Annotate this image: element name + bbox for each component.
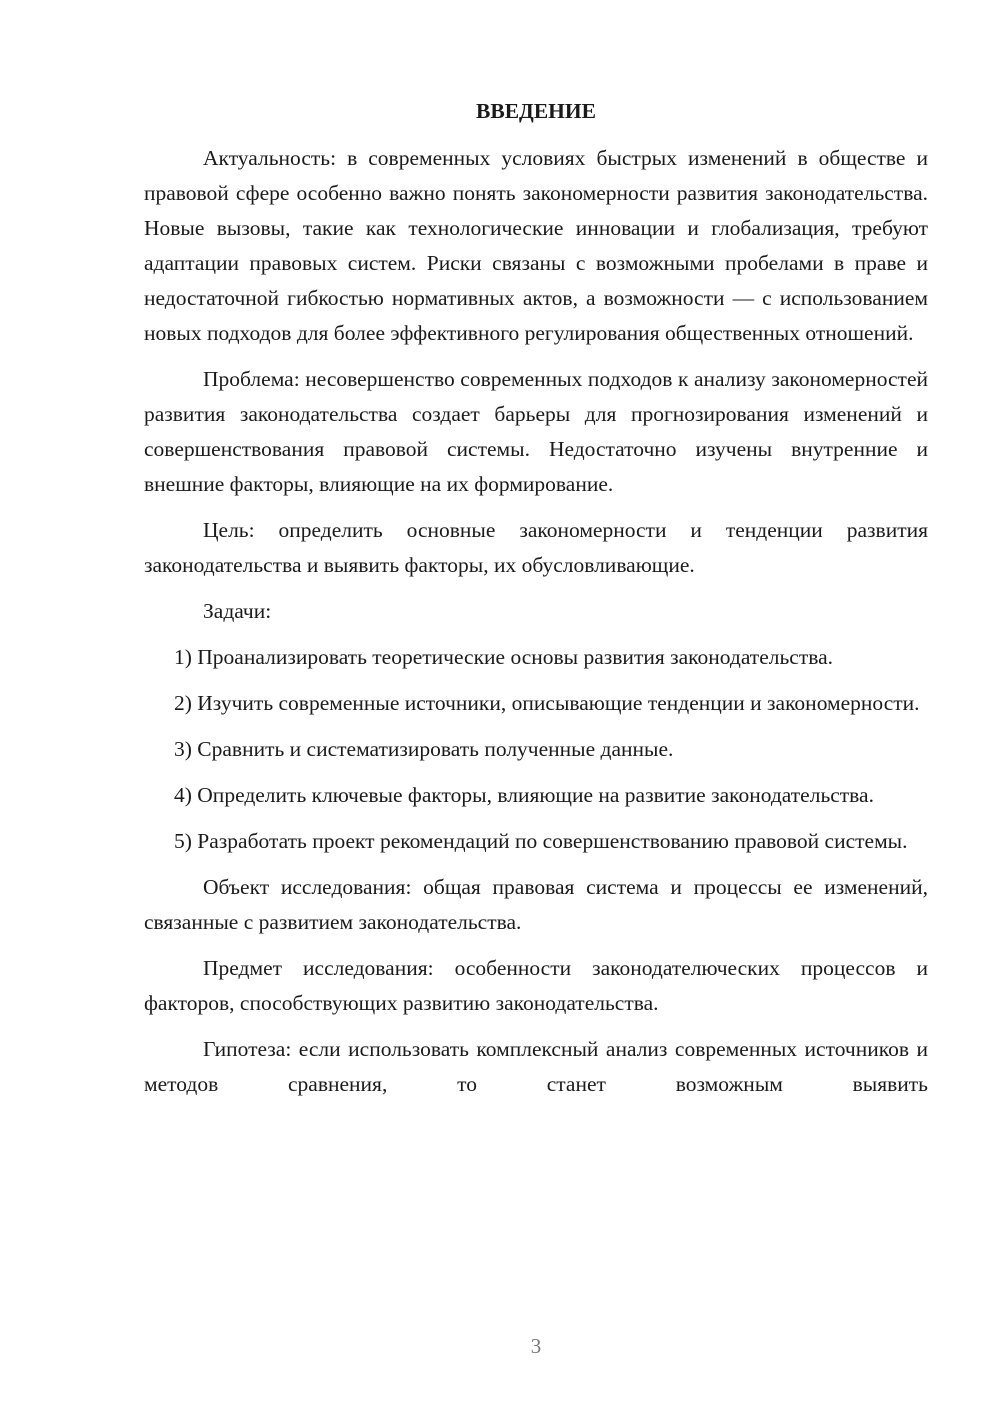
paragraph-hypothesis: Гипотеза: если использовать комплексный анализ современных источников и методов сравнения, то станет возможным выявить [144,1037,928,1096]
task-item-5: 5) Разработать проект рекомендаций по совершенствованию правовой системы. [174,829,908,853]
document-page [144,94,928,1113]
page-number: 3 [530,1334,542,1358]
task-item-2: 2) Изучить современные источники, описывающие тенденции и закономерности. [174,691,920,715]
paragraph-goal: Цель: определить основные закономерности и тенденции развития законодательства и выявить факторы, их обусловливающие. [144,518,928,577]
paragraph-subject: Предмет исследования: особенности законодателюческих процессов и факторов, способствующих развитию законодательства. [144,956,928,1015]
task-item-1: 1) Проанализировать теоретические основы развития законодательства. [174,645,834,669]
task-item-4: 4) Определить ключевые факторы, влияющие на развитие законодательства. [174,783,874,807]
paragraph-problem: Проблема: несовершенство современных подходов к анализу закономерностей развития законодательства создает барьеры для прогнозирования изменений и совершенствования правовой системы. Недостаточно изучены внутренние и внешние факторы, влияющие на их формирование. [144,367,928,496]
task-item-3: 3) Сравнить и систематизировать полученные данные. [174,737,674,761]
paragraph-tasks-label: Задачи: [203,599,272,623]
paragraph-object: Объект исследования: общая правовая система и процессы ее изменений, связанные с развитием законодательства. [144,875,928,934]
paragraph-relevance: Актуальность: в современных условиях быстрых изменений в обществе и правовой сфере особенно важно понять закономерности развития законодательства. Новые вызовы, такие как технологические инновации и глобализация, требуют адаптации правовых систем. Риски связаны с возможными пробелами в праве и недостаточной гибкостью нормативных актов, а возможности — с использованием новых подходов для более эффективного регулирования общественных отношений. [144,146,928,345]
section-heading: ВВЕДЕНИЕ [476,99,596,123]
